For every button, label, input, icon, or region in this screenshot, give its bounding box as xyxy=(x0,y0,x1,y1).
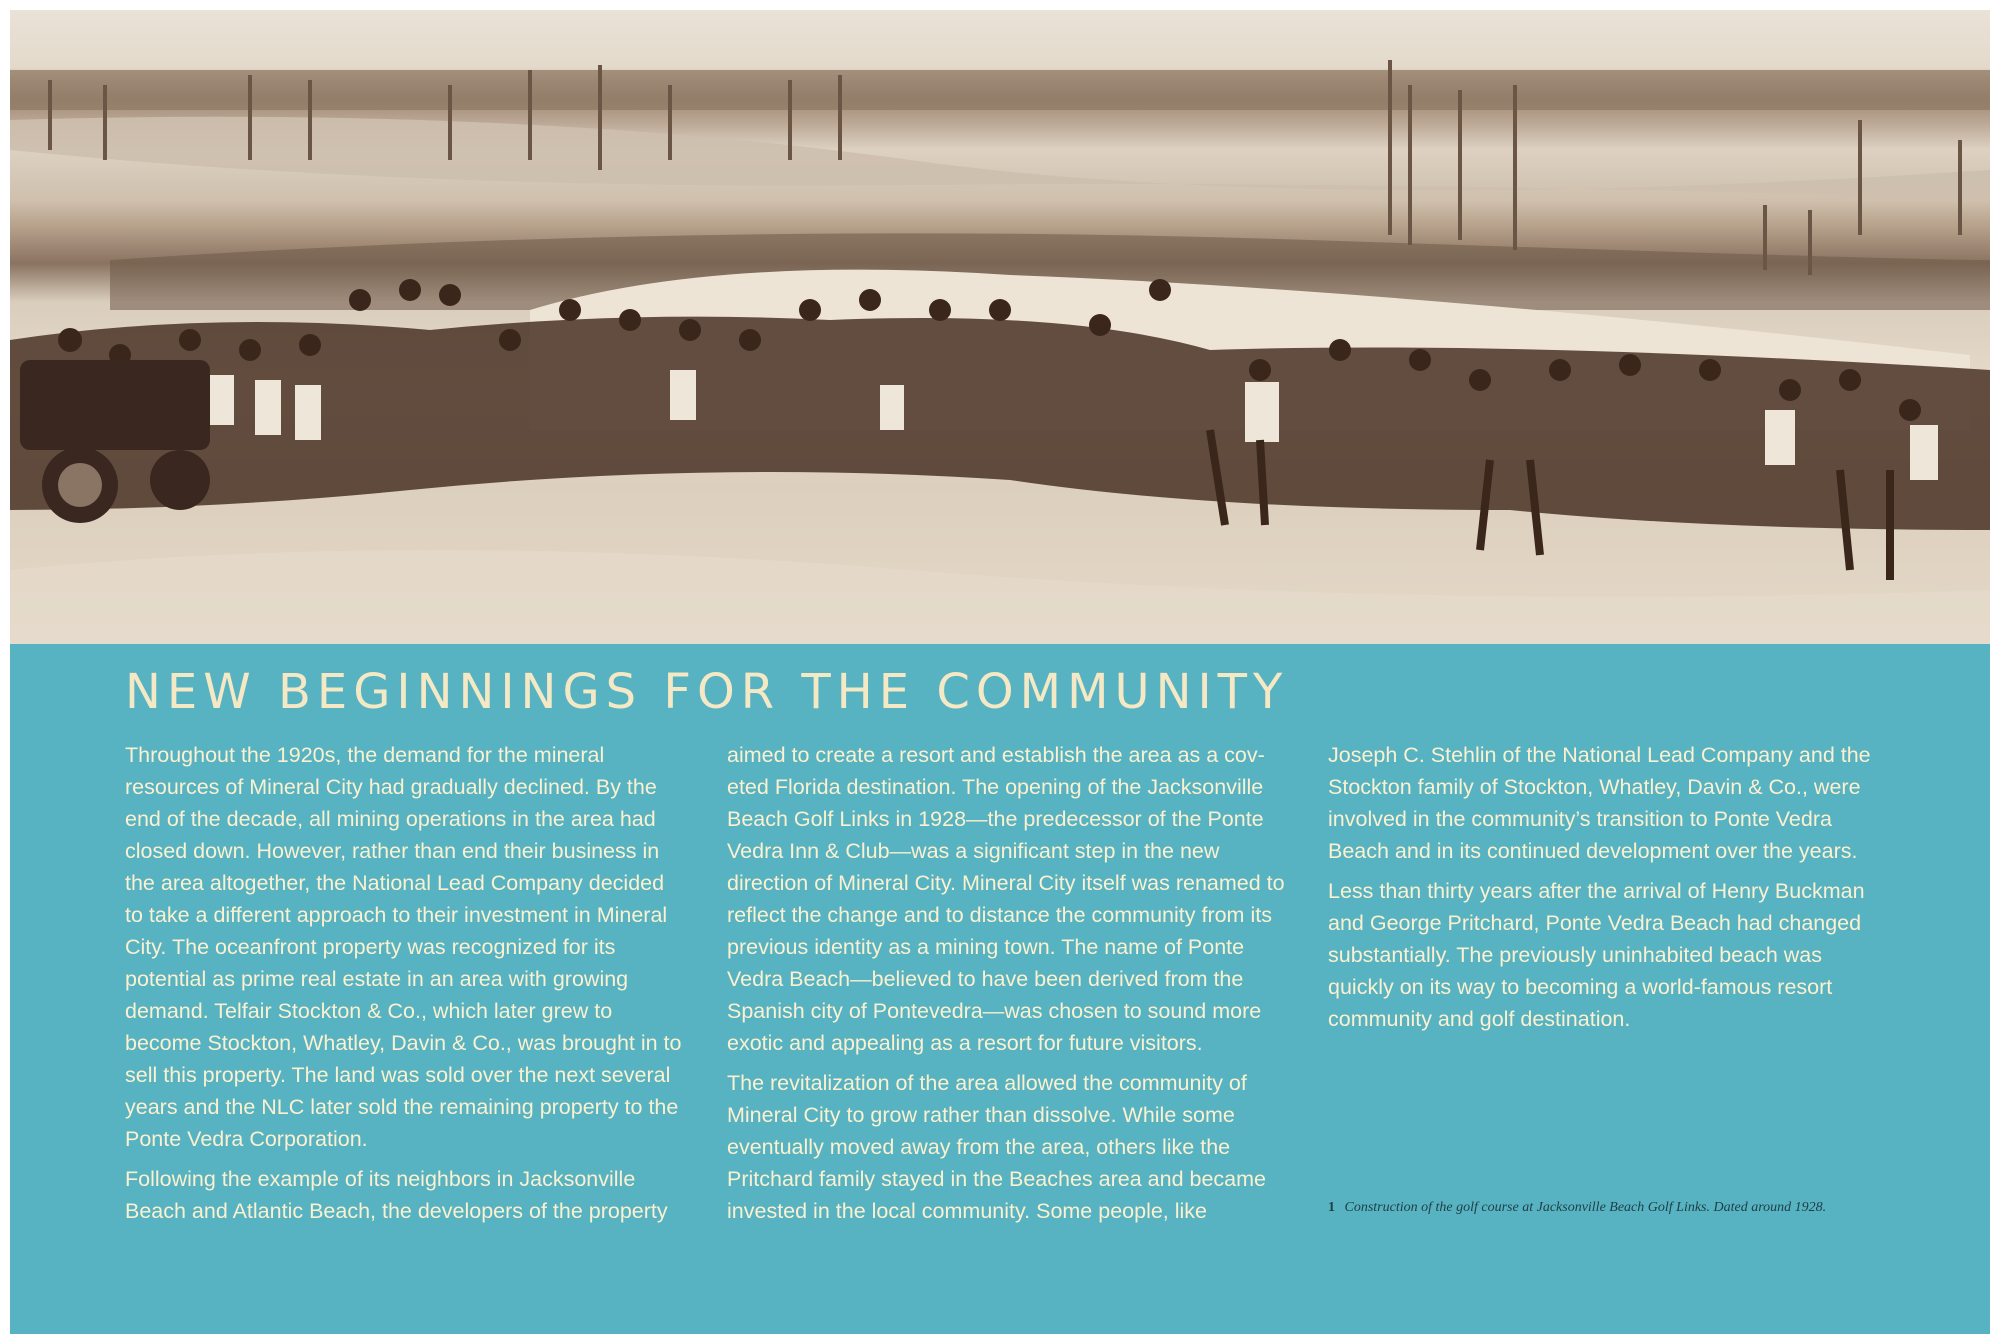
text-panel xyxy=(10,644,1990,1334)
text-column-2 xyxy=(727,739,1287,1235)
paragraph: Throughout the 1920s, the demand for the mineral resources of Mineral City had gradually declined. By the end of the decade, all mining operations in the area had closed down. However, rather than end their business in the area altogether, the National Lead Company decided to take a different approach to their investment in Mineral City. The oceanfront property was recognized for its potential as prime real estate in an area with growing demand. Telfair Stockton & Co., which later grew to become Stockton, Whatley, Davin & Co., was brought in to sell this property. The land was sold over the next several years and the NLC later sold the remaining property to the Ponte Vedra Corporation. xyxy=(125,743,682,1151)
paragraph: Joseph C. Stehlin of the National Lead Company and the Stockton family of Stockton, Whatley, Davin & Co., were involved in the community’s transition to Ponte Vedra Beach and in its continued development over the years. xyxy=(1328,743,1871,863)
page-title: NEW BEGINNINGS FOR THE COMMUNITY xyxy=(125,664,1289,720)
text-column-1 xyxy=(125,739,685,1235)
paragraph: Less than thirty years after the arrival of Henry Buckman and George Pritchard, Ponte Vedra Beach had changed substantially. The previously uninhabited beach was quickly on its way to becoming a world-famous resort community and golf destination. xyxy=(1328,879,1865,1031)
caption-number: 1 xyxy=(1328,1200,1335,1215)
photo-scene-icon xyxy=(10,10,1990,644)
paragraph: The revitalization of the area allowed the community of Mineral City to grow rather than dissolve. While some eventually moved away from the area, others like the Pritchard family stayed in the Beaches area and became invested in the local community. Some people, like xyxy=(727,1071,1266,1223)
paragraph: aimed to create a resort and establish the area as a cov- eted Florida destination. The opening of the Jacksonville Beach Golf Links in 1928—the predecessor of the Ponte Vedra Inn & Club—was a significant step in the new direction of Mineral City. Mineral City itself was renamed to reflect the change and to distance the community from its previous identity as a mining town. The name of Ponte Vedra Beach—believed to have been derived from the Spanish city of Pontevedra—was chosen to sound more exotic and appealing as a resort for future visitors. xyxy=(727,743,1285,1055)
caption-text: Construction of the golf course at Jacksonville Beach Golf Links. Dated around 1928. xyxy=(1344,1200,1827,1215)
historical-photo xyxy=(10,10,1990,644)
paragraph: Following the example of its neighbors in Jacksonville Beach and Atlantic Beach, the developers of the property xyxy=(125,1167,668,1223)
text-column-3 xyxy=(1328,739,1888,1043)
photo-caption xyxy=(1328,1200,1928,1216)
